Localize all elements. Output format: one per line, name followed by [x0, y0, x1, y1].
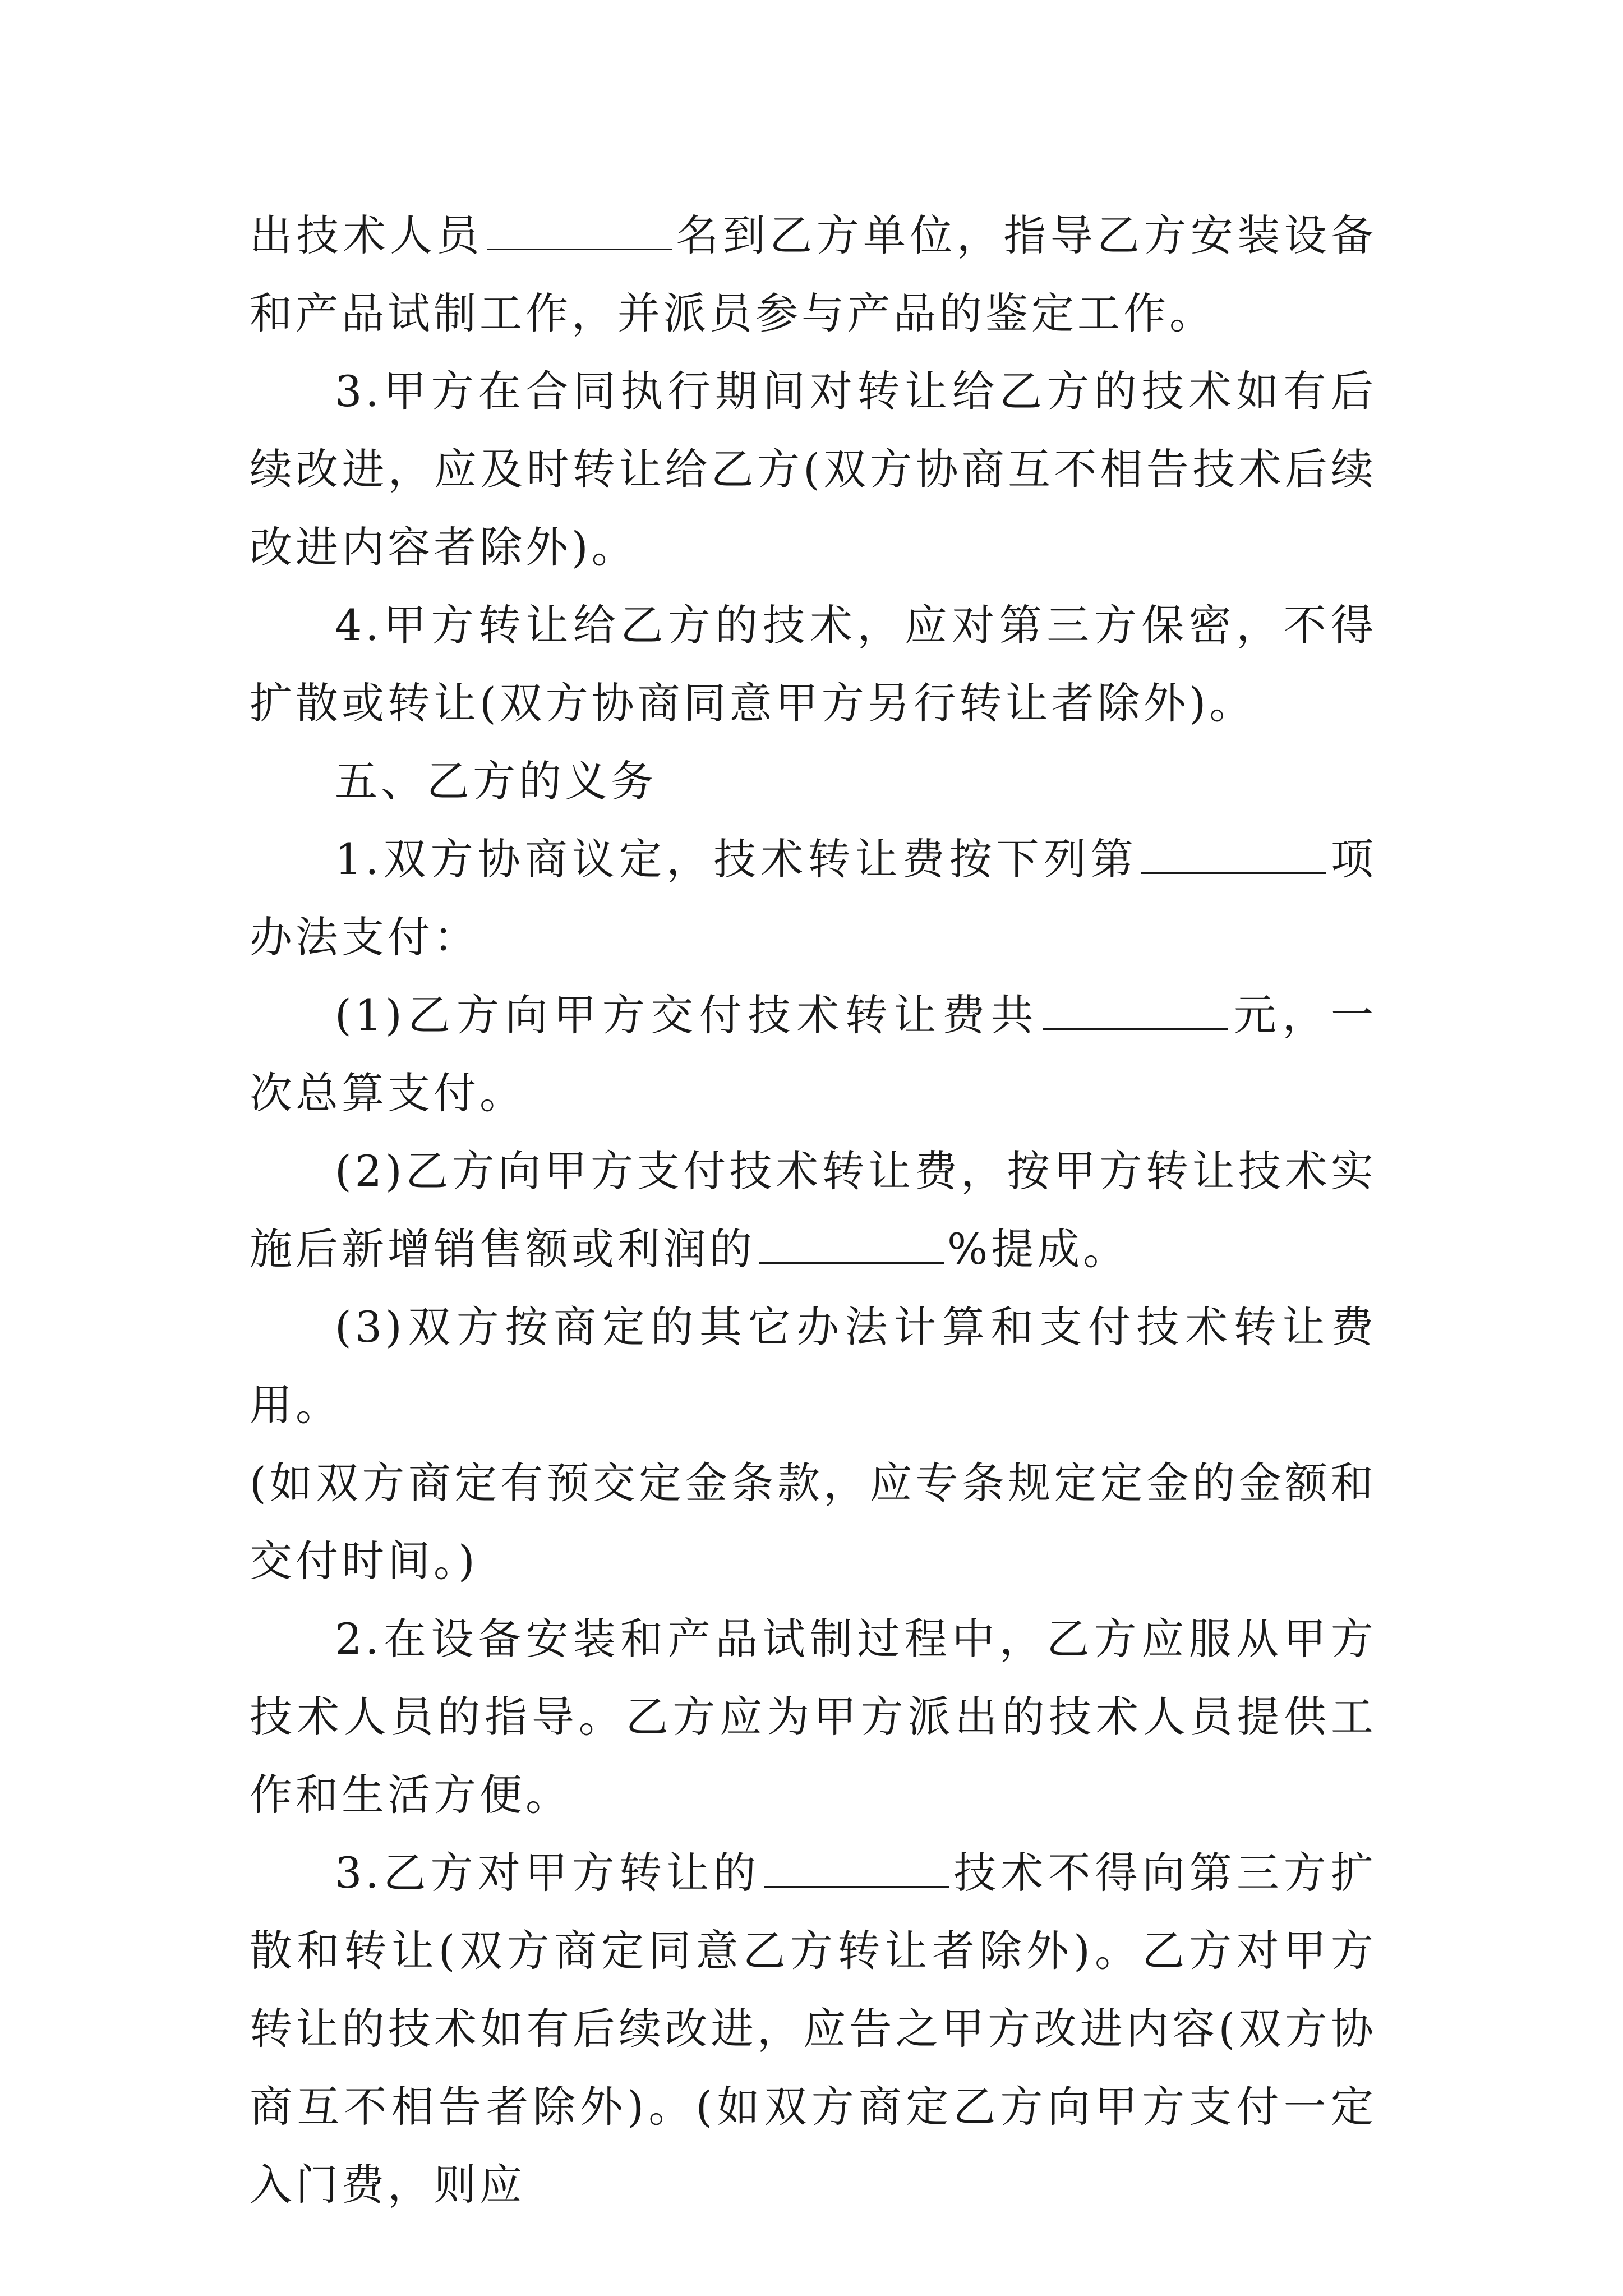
paragraph-text: 2.在设备安装和产品试制过程中，乙方应服从甲方技术人员的指导。乙方应为甲方派出的技术人员提供工作和生活方便。 [250, 1614, 1377, 1820]
paragraph-text: 项办法支付： [250, 834, 1377, 962]
fill-in-blank [764, 1852, 949, 1888]
paragraph-p6 [250, 976, 1377, 1132]
paragraph-p4 [250, 742, 1377, 820]
fill-in-blank [1141, 839, 1326, 874]
paragraph-text: (1)乙方向甲方交付技术转让费共 [335, 990, 1040, 1040]
paragraph-text: 技术不得向第三方扩散和转让(双方商定同意乙方转让者除外)。乙方对甲方转让的技术如有后续改进，应告之甲方改进内容(双方协商互不相告者除外)。(如双方商定乙方向甲方支付一定入门费，则应 [250, 1848, 1377, 2210]
paragraph-text: 3.乙方对甲方转让的 [335, 1848, 761, 1898]
paragraph-p9 [250, 1444, 1377, 1600]
paragraph-text: 元，一次总算支付。 [250, 990, 1377, 1118]
paragraph-text: (3)双方按商定的其它办法计算和支付技术转让费用。 [250, 1302, 1377, 1430]
paragraph-text: 出技术人员 [250, 210, 483, 260]
paragraph-text: 五、乙方的义务 [335, 756, 657, 806]
fill-in-blank [487, 215, 672, 250]
paragraph-text: (2)乙方向甲方支付技术转让费，按甲方转让技术实施后新增销售额或利润的 [250, 1146, 1377, 1274]
paragraph-text: 3.甲方在合同执行期间对转让给乙方的技术如有后续改进，应及时转让给乙方(双方协商互不相告技术后续改进内容者除外)。 [250, 366, 1377, 572]
paragraph-p10 [250, 1600, 1377, 1834]
fill-in-blank [1043, 995, 1228, 1030]
paragraph-p8 [250, 1288, 1377, 1444]
paragraph-p1 [250, 196, 1377, 352]
paragraph-text: (如双方商定有预交定金条款，应专条规定定金的金额和交付时间。) [250, 1458, 1377, 1586]
paragraph-text: 1.双方协商议定，技术转让费按下列第 [335, 834, 1138, 884]
paragraph-p7 [250, 1132, 1377, 1288]
paragraph-p5 [250, 820, 1377, 976]
paragraph-p11 [250, 1834, 1377, 2224]
paragraph-p2 [250, 352, 1377, 586]
paragraph-text: 名到乙方单位，指导乙方安装设备和产品试制工作，并派员参与产品的鉴定工作。 [250, 210, 1377, 338]
contract-body [250, 196, 1377, 2224]
paragraph-text: 4.甲方转让给乙方的技术，应对第三方保密，不得扩散或转让(双方协商同意甲方另行转让者除外)。 [250, 600, 1377, 728]
fill-in-blank [759, 1228, 944, 1264]
paragraph-text: %提成。 [947, 1224, 1129, 1274]
paragraph-p3 [250, 586, 1377, 742]
